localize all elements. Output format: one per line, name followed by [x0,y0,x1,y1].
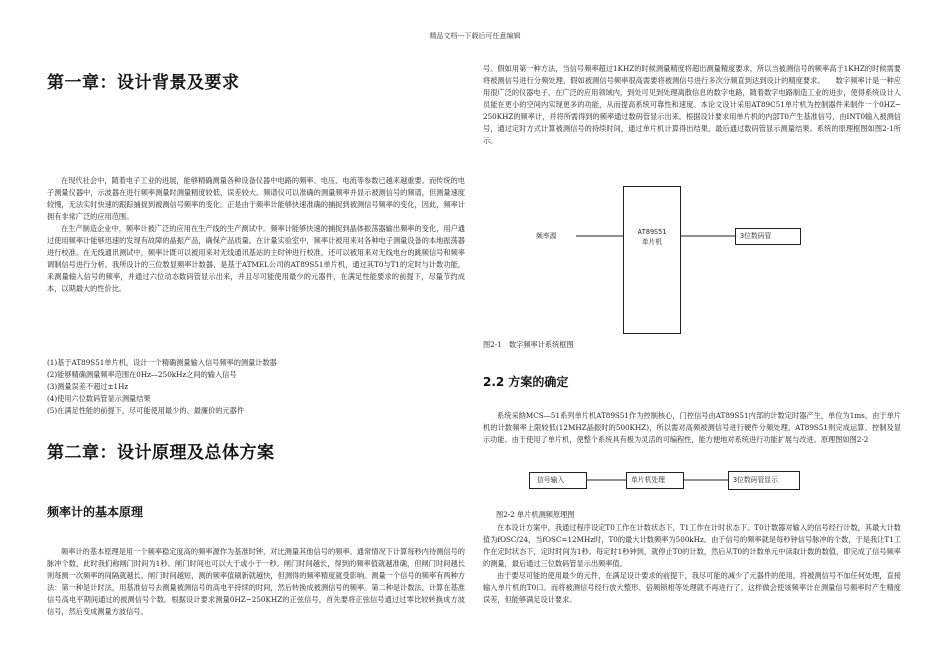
chapter1-para2: 在生产制造企业中，频率计被广泛的应用在生产线的生产测试中。频率计能够快速的捕捉到晶体振荡器输出频率的变化，用户通过使用频率计能够迅速的发现有故障的晶振产品，确保产品质量。在计量实验室中，频率计被用来对各种电子测量设备的本地振荡器进行校准。在无线通讯测试中，频率计既可以被用来对无线通讯基站的主时钟进行校准，还可以被用来对无线电台的跳频信号和频率调制信号进行分析。我所设计的三位数显频率计数器，是基于ATMEL公司的AT89S51单片机，通过其T0与T1的定时与计数功能，来测量输入信号的频率，并通过六位动态数码管显示出来，并且尽可能使用最少的元器件，在满足性能要求的前提下，尽量节约成本，以期最大的性价比。 [47,224,465,293]
chapter2-title: 第二章：设计原理及总体方案 [47,443,275,463]
frequency-source-box [536,227,576,246]
requirement-item: (3)测量误差不超过±1Hz [47,382,129,391]
frequency-source-label: 频率源 [536,232,557,240]
page-header: 精品文档---下载后可任意编辑 [429,32,521,40]
section-title-2-2: 2.2 方案的确定 [483,375,569,389]
display-box [735,228,801,245]
signal-input-box [529,472,587,489]
figure1-caption: 图2-1 数字频率计系统框图 [483,340,574,349]
chapter1-title: 第一章：设计背景及要求 [47,73,240,93]
mcu-processing-box [626,472,684,489]
requirement-item: (5)在满足性能的前提下，尽可能使用最少的、最廉价的元器件 [47,406,245,415]
mcu-box [623,186,681,334]
section22-body-2 [483,522,901,606]
display-label: 3位数码管 [740,232,772,240]
mcu-label: AT89S51 单片机 [637,228,667,246]
requirement-item: (2)能够精确测量频率范围在0Hz—250kHz之间的输入信号 [47,370,237,379]
section22-body [483,410,901,446]
requirement-item: (1)基于AT89S51单片机，设计一个精确测量输入信号频率的测量计数器 [47,358,277,367]
section22-para1: 系统采纳MCS—51系列单片机AT89S51作为控制核心，门控信号由AT89S51内部的计数定时器产生，单位为1ms。由于单片机的计数频率上限较低(12MHZ晶振时的500KHZ)，所以需对高频被测信号进行硬件分频处理，AT89S51则完成运算、控制及显示功能。由于使用了单片机，使整个系统具有极为灵活的可编程性，能方便地对系统进行功能扩展与改进。原理图如图2-2 [483,411,901,444]
section-title-principle: 频率计的基本原理 [47,505,144,519]
mcu-processing-label: 单片机处理 [631,476,665,484]
requirements-list [47,357,465,417]
principle-para: 频率计的基本原理是用一个频率稳定度高的频率源作为基准时钟，对比测量其他信号的频率。通常情况下计算每秒内待测信号的脉冲个数，此时我们称闸门时间为1秒。闸门时间也可以大于或小于一秒。闸门时间越长，得到的频率值就越准确，但闸门时间越长则每测一次频率的间隔就越长。闸门时间越短，测的频率值刷新就越快，但测得的频率精度就受影响。测量一个信号的频率有两种方法：第一种是计时法，用基准信号去测量被测信号的高电平持续的时间，然后转换成被测信号的频率。第二种是计数法，计算在基准信号高电平期间通过的被测信号个数。根据设计要求测量0HZ~250KHZ的正弦信号，首先要将正弦信号通过过零比较转换成方波信号，然后变成测量方波信号。 [47,547,465,616]
section22-para3: 由于要尽可能的使用最少的元件，在满足设计要求的前提下，我尽可能的减少了元器件的使用，将被测信号不加任何处理，直接输入单片机的T0口。而将被测信号经行放大整形、倍频锁相等处理就不再进行了。这样做会使该频率计在测量信号频率时产生精度误差，但能够满足设计要求。 [483,571,901,604]
chapter1-para1: 在现代社会中，随着电子工业的进展，能够精确测量各种设备仪器中电路的频率、电压、电流等参数已越来越重要。而传统的电子测量仪器中，示波器在进行频率测量时测量精度较低，误差较大。频谱仪可以准确的测量频率并显示被测信号的频谱，但测量速度较慢，无法实时快速的跟踪捕捉到被测信号频率的变化。正是由于频率计能够快速准确的捕捉到被测信号频率的变化，因此，频率计拥有非常广泛的应用范围。 [47,176,465,221]
right-intro-para: 号。假如用第一种方法，当信号频率超过1KHZ的时候测量精度将超出测量精度要求，所以当被测信号的频率高于1KHZ的时候需要将被测信号进行分频处理，假如被测信号频率很高需要将被测信号进行多次分频直到达到设计的精度要求。 数字频率计是一种应用很广泛的仪器电子，在广泛的应用领域内，到处可见到处理离散信息的数字电路，随着数字电路制造工业的进步，使得系统设计人员能在更小的空间内实现更多的功能，从而提高系统可靠性和速度。本论文设计采用AT89C51单片机为控制器件来制作一个0HZ~250KHZ的频率计，并将所需得到的频率通过数码管显示出来。根据设计要求用单片机的内部T0产生基准信号，由INT0输入被测信号，通过定时方式计算被测信号的持续时间，通过单片机计算得出结果，最后通过数码管显示测量结果。系统的原理框图如图2-1所示。 [483,64,901,145]
display-output-label: 3位数码管显示 [733,476,778,484]
section22-para2: 在本设计方案中，我通过程序设定T0工作在计数状态下，T1工作在计时状态下。T0计数器对输入的信号经行计数，其最大计数值为fOSC/24，当fOSC=12MHz时，T0的最大计数频率为500kHz。由于信号的频率就是每秒钟信号脉冲的个数，于是我让T1工作在定时状态下，定时时间为1秒。每定时1秒钟到，就停止T0的计数，然后从T0的计数单元中读取计数的数值，即完成了信号频率的测量，最后通过三位数码管显示出频率值。 [483,523,901,568]
chapter1-body [47,175,465,295]
requirement-item: (4)使用六位数码管显示测量结果 [47,394,151,403]
signal-input-label: 信号输入 [537,476,565,484]
right-column-intro [483,63,901,147]
display-output-box [728,471,800,490]
figure2-caption: 图2-2 单片机测频原理图 [496,510,575,519]
principle-body [47,546,465,618]
